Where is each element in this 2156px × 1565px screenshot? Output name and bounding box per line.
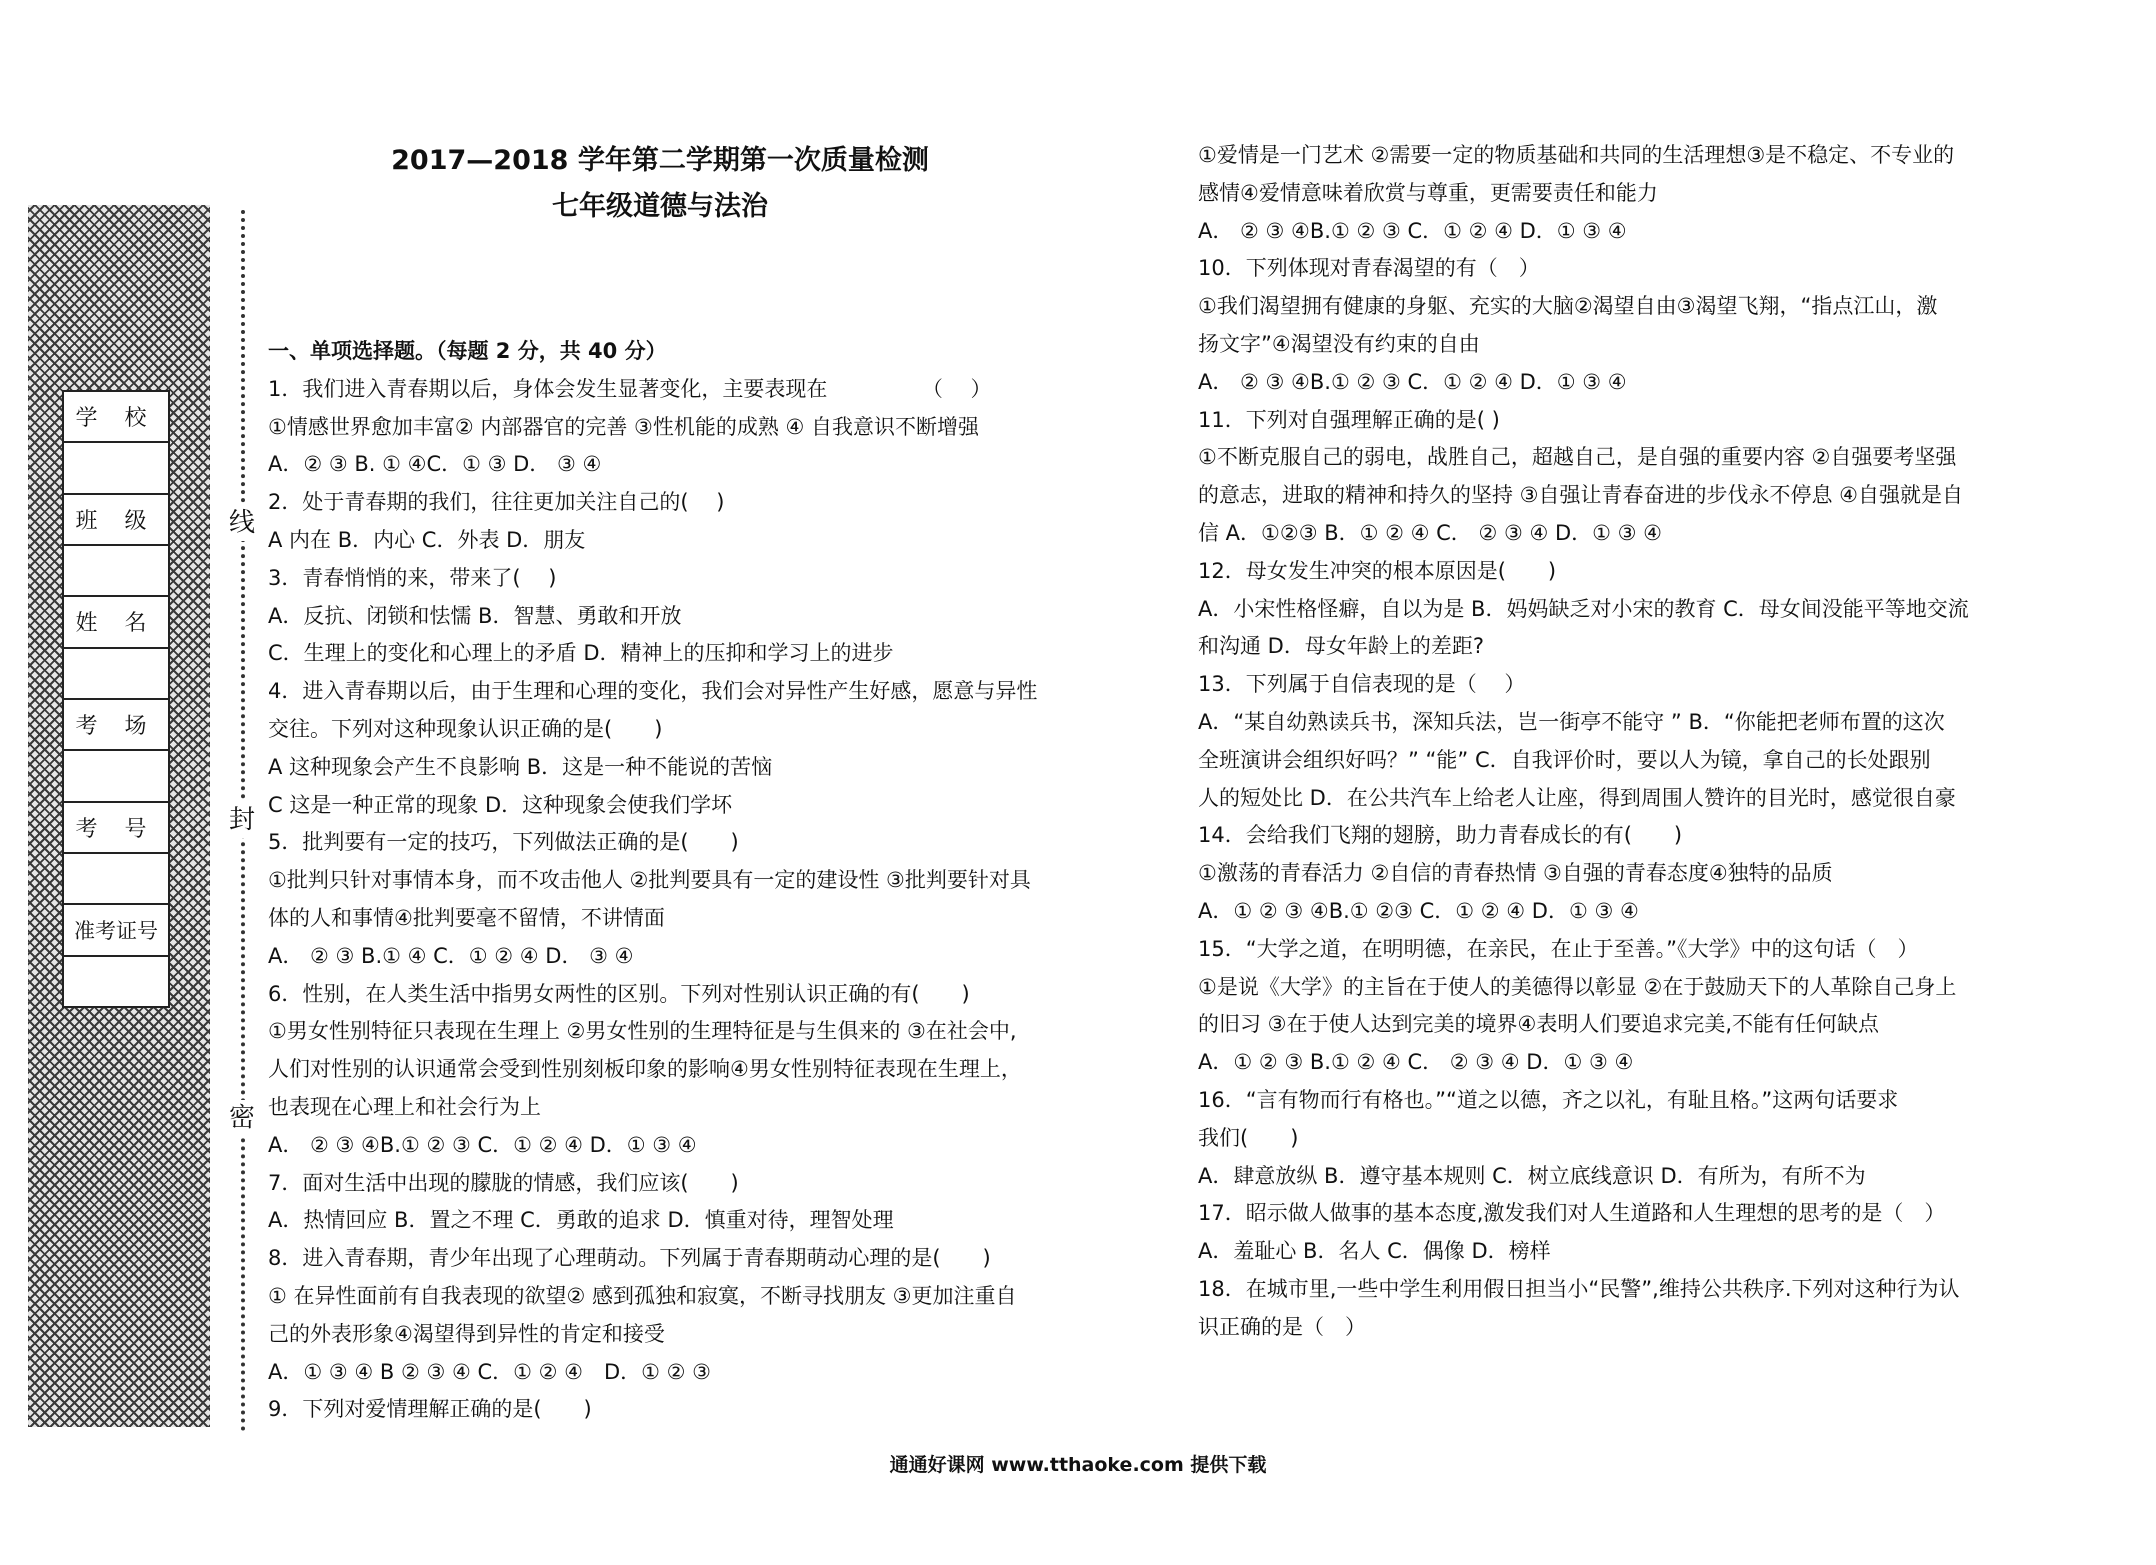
question-line: 体的人和事情④批判要毫不留情，不讲情面 (268, 905, 665, 930)
footer-credit: 通通好课网 www.tthaoke.com 提供下载 (889, 1454, 1267, 1476)
question-line: A．羞耻心 B．名人 C．偶像 D．榜样 (1198, 1239, 1551, 1264)
question-line: A．“某自幼熟读兵书，深知兵法，岂一街亭不能守 ” B．“你能把老师布置的这次 (1198, 709, 1945, 734)
exam-subtitle: 七年级道德与法治 (552, 191, 768, 222)
question-line: 的意志，进取的精神和持久的坚持 ③自强让青春奋进的步伐永不停息 ④自强就是自 (1198, 483, 1963, 508)
question-line: 3．青春悄悄的来，带来了( ) (268, 565, 557, 590)
school-blank (64, 443, 168, 494)
exam-number-label: 考 号 (64, 803, 168, 854)
question-line: A． ② ③ ④B.① ② ③ C．① ② ④ D．① ③ ④ (1198, 369, 1627, 394)
question-line: 10．下列体现对青春渴望的有（ ） (1198, 256, 1540, 281)
question-line: 人们对性别的认识通常会受到性别刻板印象的影响④男女性别特征表现在生理上， (268, 1057, 1022, 1082)
question-line: 1．我们进入青春期以后，身体会发生显著变化，主要表现在 （ ） (268, 376, 992, 401)
exam-number-blank (64, 854, 168, 905)
question-line: 17．昭示做人做事的基本态度,激发我们对人生道路和人生理想的思考的是（ ） (1198, 1201, 1946, 1226)
question-line: 我们( ) (1198, 1125, 1299, 1150)
question-line: 全班演讲会组织好吗？” “能” C．自我评价时，要以人为镜，拿自己的长处跟别 (1198, 747, 1931, 772)
question-line: 2．处于青春期的我们，往往更加关注自己的( ) (268, 490, 725, 515)
seal-char-secret: 密 (224, 1100, 260, 1136)
school-label: 学 校 (64, 392, 168, 443)
question-line: C 这是一种正常的现象 D．这种现象会使我们学坏 (268, 792, 733, 817)
question-line: A．小宋性格怪癖，自以为是 B．妈妈缺乏对小宋的教育 C．母女间没能平等地交流 (1198, 596, 1969, 621)
class-blank (64, 546, 168, 597)
question-line: 16．“言有物而行有格也。”“道之以德，齐之以礼，有耻且格。”这两句话要求 (1198, 1087, 1899, 1112)
question-line: ①激荡的青春活力 ②自信的青春热情 ③自强的青春态度④独特的品质 (1198, 861, 1833, 886)
admission-ticket-label: 准考证号 (64, 905, 168, 956)
question-line: ① 在异性面前有自我表现的欲望② 感到孤独和寂寞，不断寻找朋友 ③更加注重自 (268, 1283, 1017, 1308)
question-line: A．② ③ B. ① ④C．① ③ D． ③ ④ (268, 452, 602, 477)
exam-room-label: 考 场 (64, 700, 168, 751)
question-line: A．肆意放纵 B．遵守基本规则 C．树立底线意识 D．有所为，有所不为 (1198, 1163, 1866, 1188)
question-line: 12．母女发生冲突的根本原因是( ) (1198, 558, 1557, 583)
question-line: 4．进入青春期以后，由于生理和心理的变化，我们会对异性产生好感，愿意与异性 (268, 679, 1038, 704)
question-line: A．① ③ ④ B ② ③ ④ C．① ② ④ D．① ② ③ (268, 1359, 711, 1384)
question-line: 18．在城市里,一些中学生利用假日担当小“民警”,维持公共秩序.下列对这种行为认 (1198, 1276, 1960, 1301)
question-line: 15．“大学之道，在明明德，在亲民，在止于至善。”《大学》中的这句话（ ） (1198, 936, 1919, 961)
question-line: 感情④爱情意味着欣赏与尊重，更需要责任和能力 (1198, 180, 1658, 205)
question-line: 识正确的是（ ） (1198, 1314, 1366, 1339)
question-line: 扬文字”④渴望没有约束的自由 (1198, 331, 1480, 356)
name-label: 姓 名 (64, 597, 168, 648)
question-line: 11．下列对自强理解正确的是( ) (1198, 407, 1500, 432)
question-line: ①不断克服自己的弱电，战胜自己，超越自己，是自强的重要内容 ②自强要考坚强 (1198, 445, 1957, 470)
question-line: A 内在 B．内心 C．外表 D．朋友 (268, 527, 586, 552)
question-line: 交往。下列对这种现象认识正确的是( ) (268, 716, 663, 741)
question-line: A． ② ③ B.① ④ C．① ② ④ D． ③ ④ (268, 943, 634, 968)
exam-title: 2017—2018 学年第二学期第一次质量检测 (391, 145, 929, 176)
question-line: C．生理上的变化和心理上的矛盾 D．精神上的压抑和学习上的进步 (268, 641, 894, 666)
seal-char-seal: 封 (224, 802, 260, 838)
question-line: 8．进入青春期，青少年出现了心理萌动。下列属于青春期萌动心理的是( ) (268, 1246, 991, 1271)
question-line: 14．会给我们飞翔的翅膀，助力青春成长的有( ) (1198, 823, 1683, 848)
question-line: 5．批判要有一定的技巧，下列做法正确的是( ) (268, 830, 739, 855)
question-line: ①是说《大学》的主旨在于使人的美德得以彰显 ②在于鼓励天下的人革除自己身上 (1198, 974, 1957, 999)
question-line: ①男女性别特征只表现在生理上 ②男女性别的生理特征是与生俱来的 ③在社会中, (268, 1019, 1017, 1044)
question-line: A． ② ③ ④B.① ② ③ C．① ② ④ D．① ③ ④ (268, 1132, 697, 1157)
question-line: A 这种现象会产生不良影响 B．这是一种不能说的苦恼 (268, 754, 773, 779)
student-info-box (62, 390, 170, 1008)
seal-char-line: 线 (224, 505, 260, 541)
question-line: 和沟通 D．母女年龄上的差距? (1198, 634, 1484, 659)
question-line: A．① ② ③ B.① ② ④ C． ② ③ ④ D．① ③ ④ (1198, 1050, 1634, 1075)
admission-ticket-blank (64, 957, 168, 1006)
question-line: 6．性别，在人类生活中指男女两性的区别。下列对性别认识正确的有( ) (268, 981, 970, 1006)
question-line: 也表现在心理上和社会行为上 (268, 1094, 541, 1119)
question-line: 7．面对生活中出现的朦胧的情感，我们应该( ) (268, 1170, 739, 1195)
left-column (268, 333, 1098, 1429)
question-line: ①情感世界愈加丰富② 内部器官的完善 ③性机能的成熟 ④ 自我意识不断增强 (268, 414, 980, 439)
question-line: A．热情回应 B．置之不理 C．勇敢的追求 D．慎重对待，理智处理 (268, 1208, 894, 1233)
question-line: 一、单项选择题。（每题 2 分，共 40 分） (268, 339, 667, 363)
question-line: 人的短处比 D．在公共汽车上给老人让座，得到周围人赞许的目光时，感觉很自豪 (1198, 785, 1956, 810)
question-line: A．① ② ③ ④B.① ②③ C．① ② ④ D．① ③ ④ (1198, 898, 1639, 923)
question-line: ①批判只针对事情本身，而不攻击他人 ②批判要具有一定的建设性 ③批判要针对具 (268, 868, 1031, 893)
question-line: 的旧习 ③在于使人达到完美的境界④表明人们要追求完美,不能有任何缺点 (1198, 1012, 1880, 1037)
question-line: 信 A．①②③ B．① ② ④ C． ② ③ ④ D．① ③ ④ (1198, 520, 1662, 545)
question-line: ①我们渴望拥有健康的身躯、充实的大脑②渴望自由③渴望飞翔，“指点江山，激 (1198, 294, 1938, 319)
question-line: ①爱情是一门艺术 ②需要一定的物质基础和共同的生活理想③是不稳定、不专业的 (1198, 143, 1955, 167)
question-line: 13．下列属于自信表现的是（ ） (1198, 672, 1526, 697)
name-blank (64, 649, 168, 700)
right-column (1198, 137, 2028, 1347)
question-line: 9．下列对爱情理解正确的是( ) (268, 1397, 592, 1422)
exam-room-blank (64, 751, 168, 802)
question-line: 己的外表形象④渴望得到异性的肯定和接受 (268, 1321, 665, 1346)
question-line: A．反抗、闭锁和怯懦 B．智慧、勇敢和开放 (268, 603, 682, 628)
class-label: 班 级 (64, 495, 168, 546)
question-line: A． ② ③ ④B.① ② ③ C．① ② ④ D．① ③ ④ (1198, 218, 1627, 243)
